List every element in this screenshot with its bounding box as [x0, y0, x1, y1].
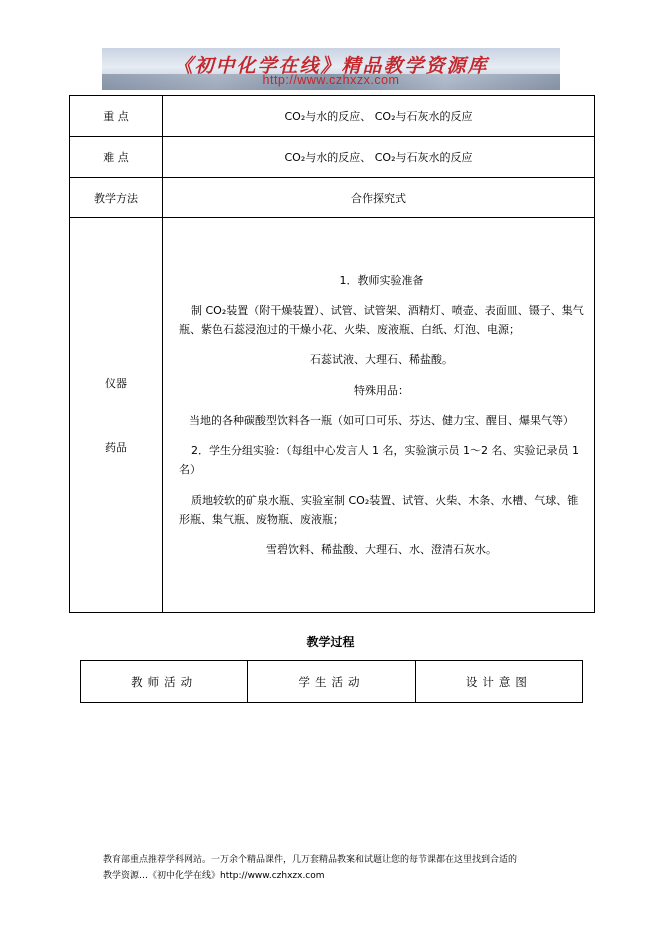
table-row-key-points — [70, 96, 595, 137]
table-row-difficulties — [70, 137, 595, 178]
header-banner — [102, 48, 560, 90]
equipment-line: 雪碧饮料、稀盐酸、大理石、水、澄清石灰水。 — [266, 543, 497, 557]
process-table — [80, 660, 583, 703]
lesson-info-table — [69, 95, 595, 613]
equipment-label-instruments: 仪器 — [105, 377, 127, 390]
process-header-teacher: 教师活动 — [81, 661, 248, 703]
equipment-label-cell — [70, 218, 163, 613]
process-title: 教学过程 — [306, 635, 355, 649]
equipment-line: 质地较软的矿泉水瓶、实验室制 CO₂装置、试管、火柴、木条、水槽、气球、锥形瓶、集气瓶、废物瓶、废液瓶； — [179, 493, 579, 526]
banner-title: 《初中化学在线》精品教学资源库 — [173, 55, 489, 77]
difficulties-content: CO₂与水的反应、 CO₂与石灰水的反应 — [163, 137, 595, 178]
equipment-label-reagents: 药品 — [105, 441, 127, 454]
footer — [103, 852, 573, 884]
banner-url[interactable]: http://www.czhxzx.com — [262, 73, 400, 87]
process-header-student: 学生活动 — [248, 661, 415, 703]
equipment-line: 1．教师实验准备 — [339, 273, 424, 287]
footer-line-2[interactable]: 教学资源…《初中化学在线》http://www.czhxzx.com — [103, 871, 325, 881]
table-row-equipment — [70, 218, 595, 613]
table-row-method — [70, 178, 595, 218]
method-label: 教学方法 — [70, 178, 163, 218]
key-points-label: 重 点 — [70, 96, 163, 137]
process-header-row — [81, 661, 583, 703]
equipment-line: 当地的各种碳酸型饮料各一瓶（如可口可乐、芬达、健力宝、醒目、爆果气等） — [189, 413, 574, 427]
equipment-line: 制 CO₂装置（附干燥装置）、试管、试管架、酒精灯、喷壶、表面皿、镊子、集气瓶、紫色石蕊浸泡过的干燥小花、火柴、废液瓶、白纸、灯泡、电源； — [179, 303, 584, 337]
equipment-content — [163, 218, 595, 613]
method-content: 合作探究式 — [163, 178, 595, 218]
equipment-line: 石蕊试液、大理石、稀盐酸。 — [310, 353, 453, 367]
footer-line-1: 教育部重点推荐学科网站。一万余个精品课件，几万套精品教案和试题让您的每节课都在这里找到合适的 — [103, 855, 518, 865]
difficulties-label: 难 点 — [70, 137, 163, 178]
key-points-content: CO₂与水的反应、 CO₂与石灰水的反应 — [163, 96, 595, 137]
equipment-line: 特殊用品： — [354, 383, 409, 397]
equipment-line: 2．学生分组实验：（每组中心发言人 1 名，实验演示员 1～2 名、实验记录员 1 名） — [179, 444, 579, 477]
process-header-intent: 设计意图 — [415, 661, 582, 703]
